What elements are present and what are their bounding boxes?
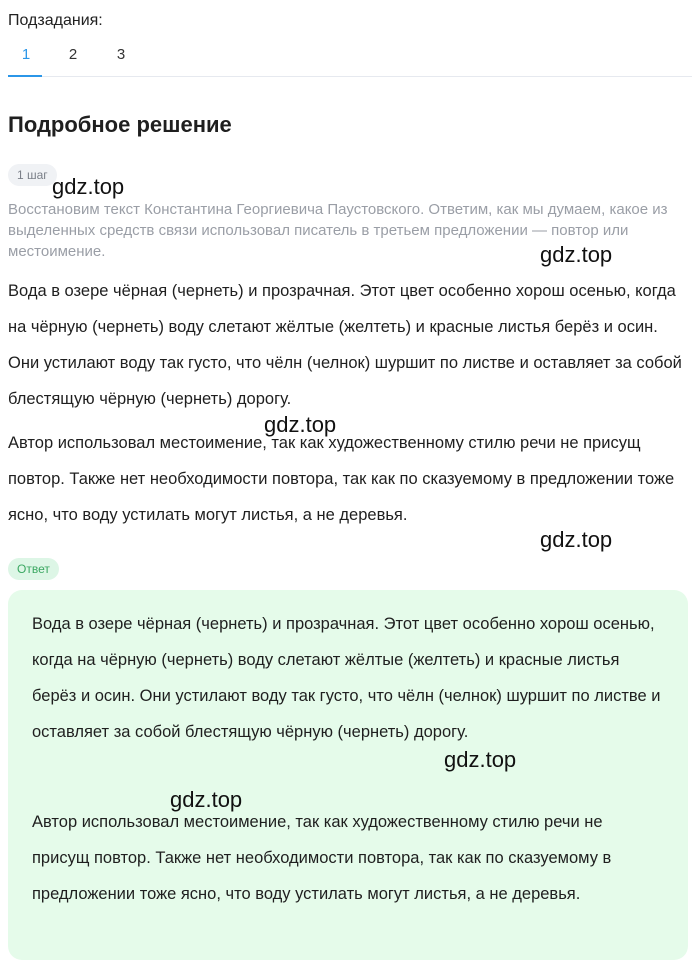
watermark: gdz.top [52,174,125,199]
solution-intro: Восстановим текст Константина Георгиевича Паустовского. Ответим, как мы думаем, какое из выделенных средств связи использовал писатель в третьем предложении — повтор или местоимение. [8,201,668,260]
tab-subtask-2[interactable]: 2 [68,46,78,63]
watermark: gdz.top [444,747,517,772]
watermark: gdz.top [540,527,613,552]
solution-title: Подробное решение [8,112,232,137]
solution-paragraph-explanation: Автор использовал местоимение, так как художественному стилю речи не присущ повтор. Также нет необходимости повтора, так как по сказуемому в предложении тоже ясно, что воду устилать могут листья, а не деревья. [8,434,675,524]
solution-paragraph-restored-text: Вода в озере чёрная (чернеть) и прозрачная. Этот цвет особенно хорош осенью, когда на чёрную (чернеть) воду слетают жёлтые (желтеть) и красные листья берёз и осин. Они устилают воду так густо, что чёлн (челнок) шуршит по листве и оставляет за собой блестящую чёрную (чернеть) дорогу. [8,282,682,408]
answer-box [8,590,688,960]
subtasks-label: Подзадания: [8,12,103,29]
answer-paragraph-explanation: Автор использовал местоимение, так как художественному стилю речи не присущ повтор. Также нет необходимости повтора, так как по сказуемому в предложении тоже ясно, что воду устилать могут листья, а не деревья. [32,813,612,903]
answer-badge: Ответ [8,558,59,580]
subtask-tabs [8,40,692,77]
watermark: gdz.top [264,412,337,437]
tab-subtask-1[interactable]: 1 [21,46,31,63]
watermark: gdz.top [170,787,243,812]
answer-paragraph-restored-text: Вода в озере чёрная (чернеть) и прозрачная. Этот цвет особенно хорош осенью, когда на чёрную (чернеть) воду слетают жёлтые (желтеть) и красные листья берёз и осин. Они устилают воду так густо, что чёлн (челнок) шуршит по листве и оставляет за собой блестящую чёрную (чернеть) дорогу. [32,615,661,741]
watermark: gdz.top [540,242,613,267]
active-tab-indicator [8,75,42,77]
tab-subtask-3[interactable]: 3 [116,46,126,63]
step-badge: 1 шаг [8,164,57,186]
